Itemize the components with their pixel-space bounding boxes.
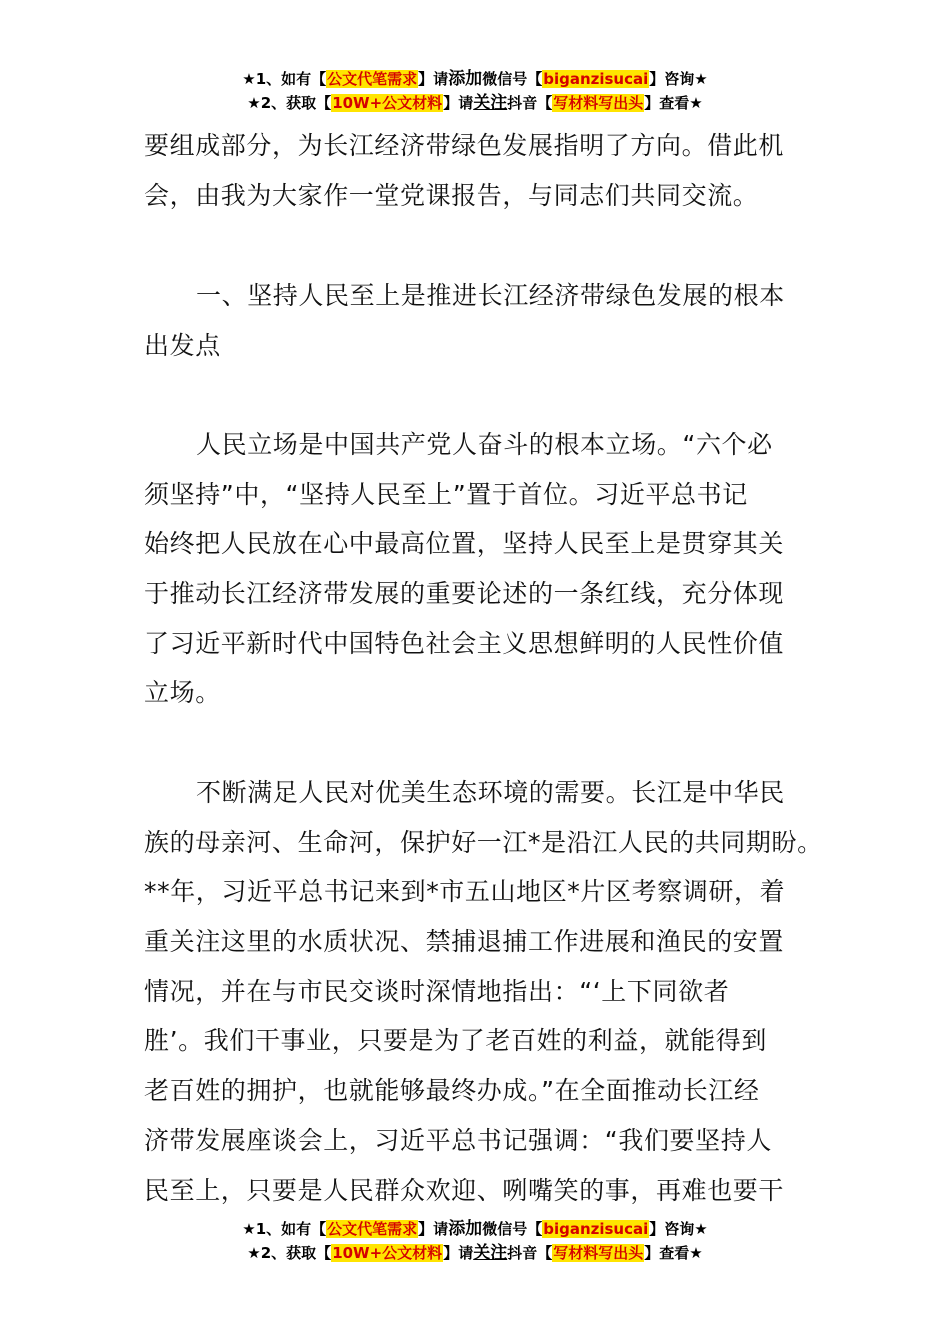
promo-banner-footer-line-1 <box>0 1218 950 1240</box>
banner-emphasis: 关注 <box>473 93 508 113</box>
intro-paragraph-tail <box>144 121 812 220</box>
banner-text: 微信号【 <box>482 1220 543 1238</box>
banner-prefix: ★1、如有【 <box>242 1220 327 1238</box>
banner-emphasis: 添加 <box>448 69 483 89</box>
promo-banner-line-1 <box>0 68 950 90</box>
text-line: 人民立场是中国共产党人奋斗的根本立场。“六个必 <box>196 430 773 459</box>
banner-highlight: 公文代笔需求 <box>327 1220 418 1238</box>
banner-highlight: 10W+公文材料 <box>332 1244 443 1262</box>
banner-prefix: ★1、如有【 <box>242 70 327 88</box>
banner-text: 】请 <box>443 94 474 112</box>
banner-suffix: 】查看★ <box>644 94 703 112</box>
banner-prefix: ★2、获取【 <box>247 94 332 112</box>
banner-text: 抖音【 <box>507 94 553 112</box>
banner-highlight: 10W+公文材料 <box>332 94 443 112</box>
text-line: 重关注这里的水质状况、禁捕退捕工作进展和渔民的安置 <box>144 927 785 957</box>
text-line: 要组成部分，为长江经济带绿色发展指明了方向。借此机 <box>144 131 785 160</box>
banner-wechat-id: biganzisucai <box>543 1220 649 1238</box>
banner-text: 】请 <box>418 70 449 88</box>
banner-prefix: ★2、获取【 <box>247 1244 332 1262</box>
text-line: 会，由我为大家作一堂党课报告，与同志们共同交流。 <box>144 180 759 210</box>
banner-highlight: 公文代笔需求 <box>327 70 418 88</box>
banner-emphasis: 添加 <box>448 1219 483 1239</box>
banner-douyin-id: 写材料写出头 <box>553 1244 644 1262</box>
text-line: 须坚持”中，“坚持人民至上”置于首位。习近平总书记 <box>144 479 748 509</box>
banner-suffix: 】咨询★ <box>649 1220 708 1238</box>
banner-wechat-id: biganzisucai <box>543 70 649 88</box>
text-line: 始终把人民放在心中最高位置，坚持人民至上是贯穿其关 <box>144 529 785 559</box>
text-line: **年，习近平总书记来到*市五山地区*片区考察调研，着 <box>144 877 786 907</box>
text-line: 族的母亲河、生命河，保护好一江*是沿江人民的共同期盼。 <box>144 827 823 857</box>
text-line: 老百姓的拥护，也就能够最终办成。”在全面推动长江经 <box>144 1076 760 1106</box>
text-line: 胜’。我们干事业，只要是为了老百姓的利益，就能得到 <box>144 1026 767 1056</box>
paragraph-ecology-needs <box>144 768 823 1215</box>
text-line: 情况，并在与市民交谈时深情地指出：“‘上下同欲者 <box>144 976 730 1006</box>
text-line: 不断满足人民对优美生态环境的需要。长江是中华民 <box>196 778 785 807</box>
text-line: 一、坚持人民至上是推进长江经济带绿色发展的根本 <box>196 281 785 310</box>
banner-suffix: 】咨询★ <box>649 70 708 88</box>
text-line: 了习近平新时代中国特色社会主义思想鲜明的人民性价值 <box>144 628 785 658</box>
text-line: 民至上，只要是人民群众欢迎、咧嘴笑的事，再难也要干 <box>144 1175 785 1205</box>
text-line: 于推动长江经济带发展的重要论述的一条红线，充分体现 <box>144 579 785 609</box>
text-line: 出发点 <box>144 330 221 360</box>
text-line: 济带发展座谈会上，习近平总书记强调：“我们要坚持人 <box>144 1125 772 1155</box>
banner-text: 微信号【 <box>482 70 543 88</box>
promo-banner-footer-line-2 <box>0 1242 950 1264</box>
paragraph-people-stance <box>144 420 812 718</box>
banner-text: 】请 <box>418 1220 449 1238</box>
banner-emphasis: 关注 <box>473 1243 508 1263</box>
banner-douyin-id: 写材料写出头 <box>553 94 644 112</box>
text-line: 立场。 <box>144 678 221 708</box>
banner-text: 抖音【 <box>507 1244 553 1262</box>
promo-banner-line-2 <box>0 92 950 114</box>
banner-text: 】请 <box>443 1244 474 1262</box>
section-heading <box>144 271 812 370</box>
banner-suffix: 】查看★ <box>644 1244 703 1262</box>
